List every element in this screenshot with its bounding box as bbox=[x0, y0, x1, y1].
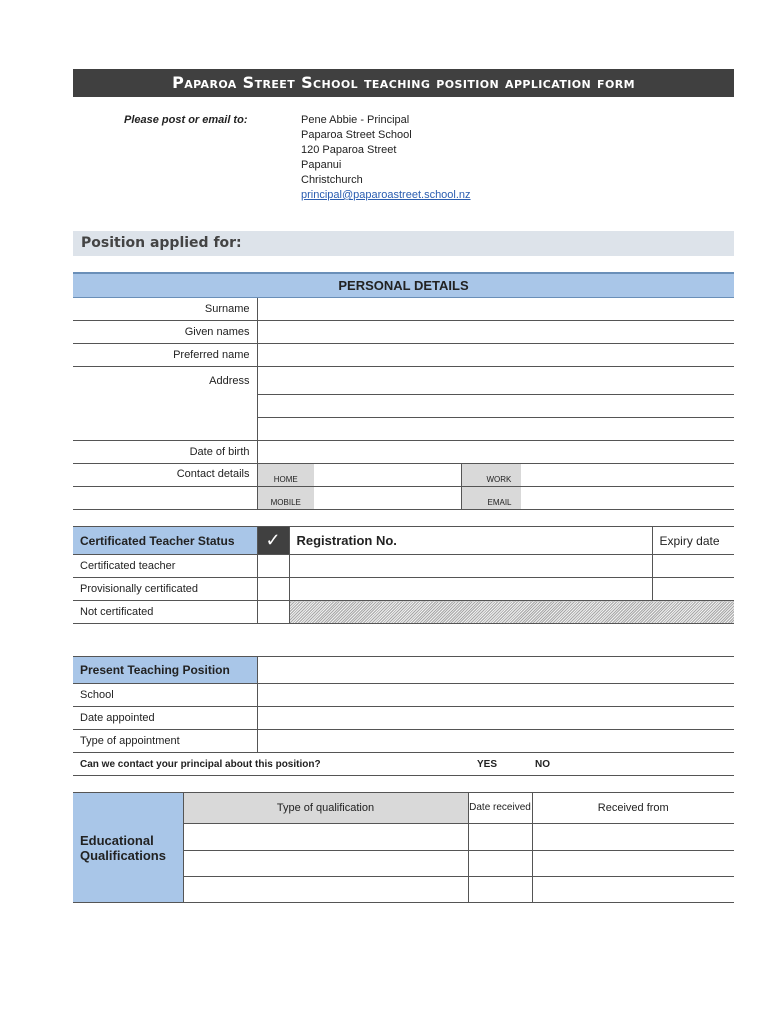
date-received-field[interactable] bbox=[468, 876, 532, 902]
address-line: Papanui bbox=[301, 159, 342, 171]
received-from-field[interactable] bbox=[532, 850, 734, 876]
post-label: Please post or email to: bbox=[124, 114, 248, 126]
yes-option[interactable]: YES bbox=[470, 753, 528, 776]
no-option[interactable]: NO bbox=[528, 753, 734, 776]
cert-row-label: Not certificated bbox=[73, 601, 257, 624]
address-line: 120 Paparoa Street bbox=[301, 144, 397, 156]
address-line: Paparoa Street School bbox=[301, 129, 412, 141]
qualification-type-heading: Type of qualification bbox=[183, 793, 468, 824]
qualifications-heading: Educational Qualifications bbox=[73, 793, 183, 903]
qualification-type-field[interactable] bbox=[183, 850, 468, 876]
address-field-2[interactable] bbox=[257, 394, 734, 417]
expiry-heading: Expiry date bbox=[652, 527, 734, 555]
checkmark-icon: ✓ bbox=[257, 527, 289, 555]
preferred-name-label: Preferred name bbox=[73, 343, 257, 366]
personal-details-table bbox=[73, 272, 734, 510]
appointment-type-field[interactable] bbox=[257, 730, 734, 753]
dob-label: Date of birth bbox=[73, 440, 257, 463]
personal-details-heading: PERSONAL DETAILS bbox=[73, 273, 734, 297]
date-appointed-label: Date appointed bbox=[73, 707, 257, 730]
contact-details-blank bbox=[73, 486, 257, 509]
surname-label: Surname bbox=[73, 297, 257, 320]
present-position-table bbox=[73, 656, 734, 776]
form-title bbox=[73, 69, 734, 97]
preferred-name-field[interactable] bbox=[257, 343, 734, 366]
cert-checkbox[interactable] bbox=[257, 578, 289, 601]
expiry-field[interactable] bbox=[652, 578, 734, 601]
email-tag: EMAIL bbox=[461, 486, 521, 509]
cert-status-heading: Certificated Teacher Status bbox=[73, 527, 257, 555]
home-tag: HOME bbox=[257, 463, 314, 486]
email-link[interactable]: principal@paparoastreet.school.nz bbox=[301, 189, 471, 201]
address-label: Address bbox=[73, 366, 257, 440]
expiry-field[interactable] bbox=[652, 555, 734, 578]
date-received-field[interactable] bbox=[468, 850, 532, 876]
mobile-field[interactable] bbox=[314, 486, 461, 509]
given-names-field[interactable] bbox=[257, 320, 734, 343]
cert-row-label: Provisionally certificated bbox=[73, 578, 257, 601]
date-received-field[interactable] bbox=[468, 824, 532, 850]
received-from-field[interactable] bbox=[532, 824, 734, 850]
registration-field[interactable] bbox=[289, 555, 652, 578]
mobile-tag: MOBILE bbox=[257, 486, 314, 509]
contact-details-label: Contact details bbox=[73, 463, 257, 486]
given-names-label: Given names bbox=[73, 320, 257, 343]
dob-field[interactable] bbox=[257, 440, 734, 463]
cert-checkbox[interactable] bbox=[257, 601, 289, 624]
title-form: teaching position application form bbox=[363, 73, 635, 92]
email-field[interactable] bbox=[521, 486, 734, 509]
received-from-heading: Received from bbox=[532, 793, 734, 824]
cert-checkbox[interactable] bbox=[257, 555, 289, 578]
registration-field[interactable] bbox=[289, 578, 652, 601]
present-position-field[interactable] bbox=[257, 657, 734, 684]
school-label: School bbox=[73, 684, 257, 707]
qualification-type-field[interactable] bbox=[183, 876, 468, 902]
hatched-cell bbox=[289, 601, 734, 624]
surname-field[interactable] bbox=[257, 297, 734, 320]
date-received-heading: Date received bbox=[468, 793, 532, 824]
address-line: Pene Abbie - Principal bbox=[301, 114, 410, 126]
date-appointed-field[interactable] bbox=[257, 707, 734, 730]
received-from-field[interactable] bbox=[532, 876, 734, 902]
certificated-status-table bbox=[73, 526, 734, 624]
address-field-3[interactable] bbox=[257, 417, 734, 440]
qualifications-table bbox=[73, 792, 734, 903]
qualification-type-field[interactable] bbox=[183, 824, 468, 850]
work-tag: WORK bbox=[461, 463, 521, 486]
registration-heading: Registration No. bbox=[289, 527, 652, 555]
present-position-heading: Present Teaching Position bbox=[73, 657, 257, 684]
appointment-type-label: Type of appointment bbox=[73, 730, 257, 753]
address-field-1[interactable] bbox=[257, 366, 734, 394]
position-applied-field[interactable]: Position applied for: bbox=[73, 231, 734, 256]
work-phone-field[interactable] bbox=[521, 463, 734, 486]
school-field[interactable] bbox=[257, 684, 734, 707]
postal-address bbox=[301, 113, 471, 203]
home-phone-field[interactable] bbox=[314, 463, 461, 486]
contact-principal-question: Can we contact your principal about this position? bbox=[73, 753, 470, 776]
cert-row-label: Certificated teacher bbox=[73, 555, 257, 578]
address-line: Christchurch bbox=[301, 174, 363, 186]
title-school: Paparoa Street School bbox=[172, 73, 358, 92]
